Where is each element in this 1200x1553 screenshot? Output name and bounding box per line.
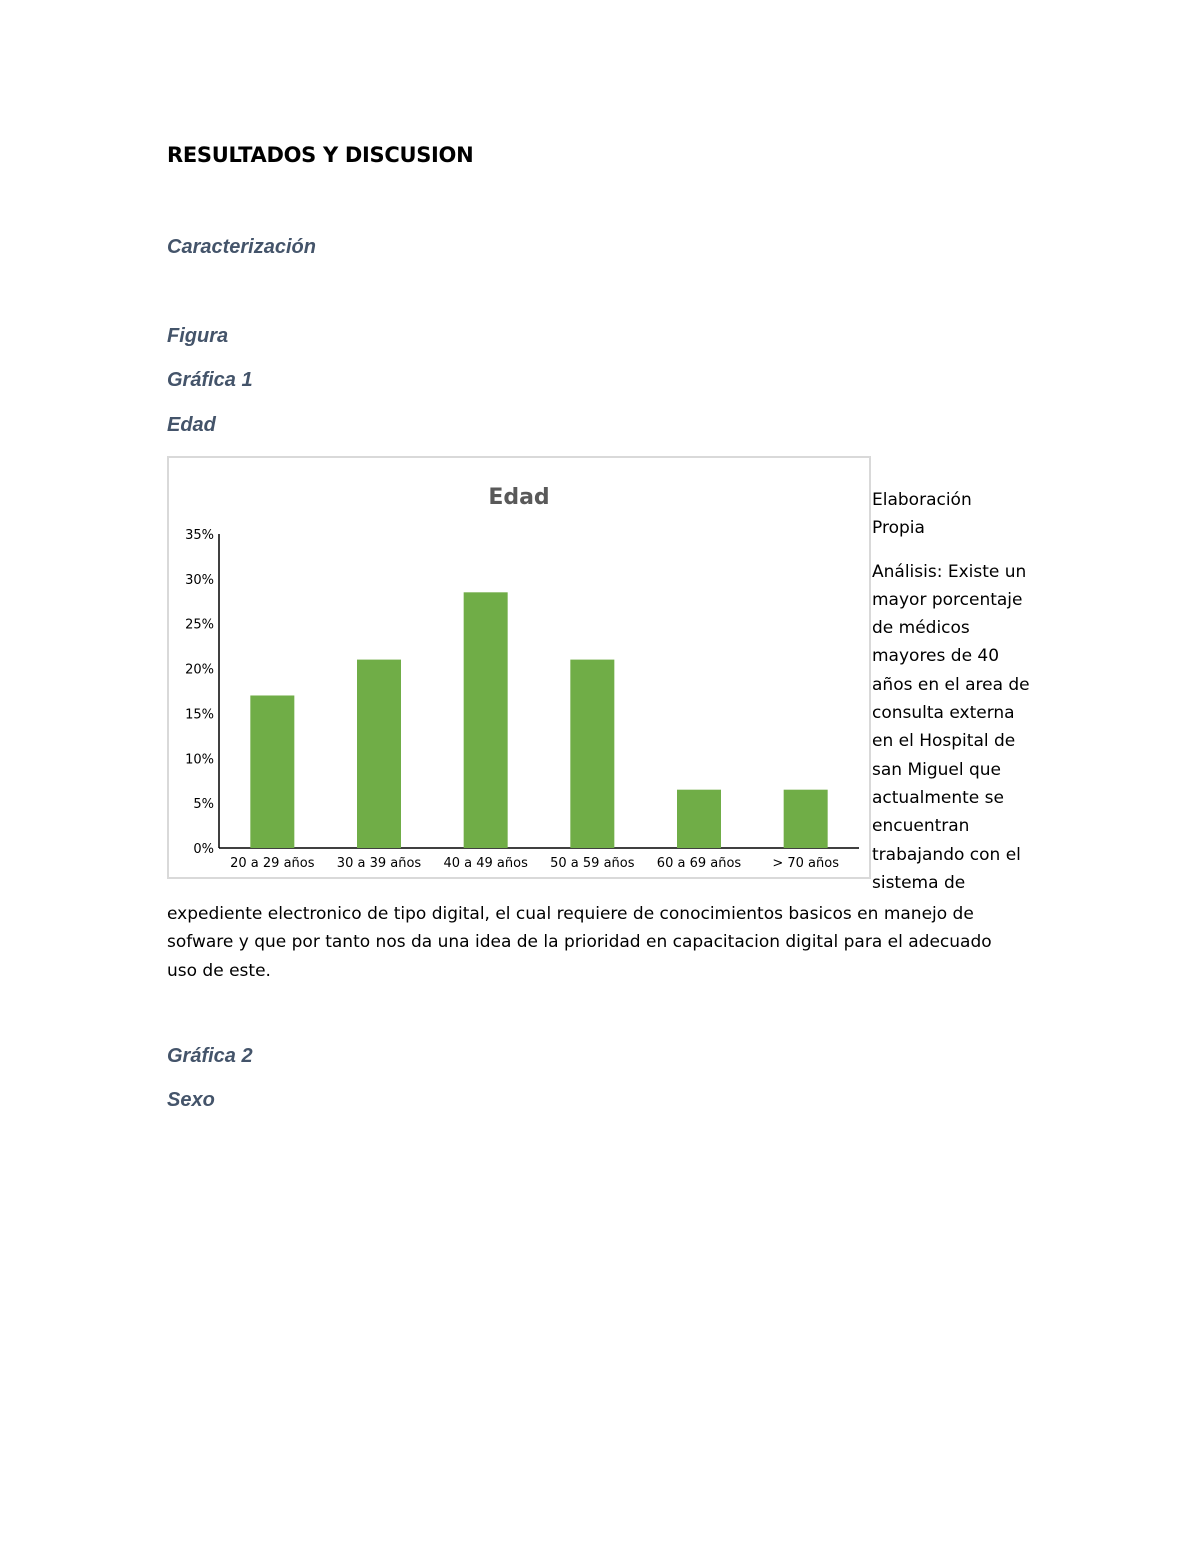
x-tick-label: > 70 años [772, 856, 839, 871]
y-tick-label: 20% [185, 662, 214, 678]
bar [357, 660, 401, 848]
analysis-body-paragraph [167, 900, 1047, 985]
x-tick-label: 40 a 49 años [443, 856, 528, 871]
bar [250, 695, 294, 848]
age-chart [167, 456, 871, 879]
source-line: Elaboración [872, 490, 972, 510]
analysis-line: años en el area de [872, 674, 1030, 695]
chart-title: Edad [488, 485, 550, 510]
source-line: Propia [872, 518, 925, 539]
analysis-line: sistema de [872, 872, 966, 893]
y-tick-label: 10% [185, 752, 214, 768]
analysis-line: de médicos [872, 618, 970, 639]
analysis-line: sofware y que por tanto nos da una idea de la prioridad en capacitacion digital para el adecuado [167, 932, 992, 953]
y-tick-label: 15% [185, 707, 214, 723]
y-tick-label: 30% [185, 572, 214, 588]
analysis-line: san Miguel que [872, 759, 1002, 780]
x-tick-label: 30 a 39 años [336, 856, 422, 871]
chart-1-label: Gráfica 1 [167, 369, 253, 391]
analysis-line: mayores de 40 [872, 646, 1000, 667]
y-tick-label: 25% [185, 617, 214, 633]
bar [784, 790, 828, 848]
y-tick-label: 35% [185, 528, 214, 543]
section-title-caracterizacion: Caracterización [167, 236, 316, 258]
age-chart-svg [169, 458, 869, 877]
bar [570, 660, 614, 848]
y-tick-label: 0% [193, 842, 214, 857]
analysis-line: trabajando con el [872, 844, 1021, 865]
x-tick-label: 60 a 69 años [656, 856, 742, 871]
analysis-line: Análisis: Existe un [872, 561, 1027, 582]
page-heading: RESULTADOS Y DISCUSION [167, 143, 474, 167]
analysis-line: expediente electronico de tipo digital, el cual requiere de conocimientos basicos en manejo de [167, 904, 974, 924]
analysis-line: encuentran [872, 816, 970, 837]
y-tick-label: 5% [193, 797, 214, 813]
analysis-line: consulta externa [872, 703, 1015, 724]
analysis-line: uso de este. [167, 960, 271, 981]
analysis-side-paragraph [872, 558, 1044, 898]
bar [464, 592, 508, 848]
figure-label: Figura [167, 325, 229, 347]
chart-1-topic: Edad [167, 414, 216, 436]
analysis-line: actualmente se [872, 787, 1004, 808]
bar [677, 790, 721, 848]
x-tick-label: 50 a 59 años [550, 856, 635, 871]
analysis-line: mayor porcentaje [872, 589, 1023, 610]
side-text [872, 486, 1044, 897]
chart-2-label: Gráfica 2 [167, 1045, 253, 1067]
analysis-line: en el Hospital de [872, 731, 1016, 752]
x-tick-label: 20 a 29 años [230, 856, 315, 871]
chart-2-topic: Sexo [167, 1089, 215, 1111]
